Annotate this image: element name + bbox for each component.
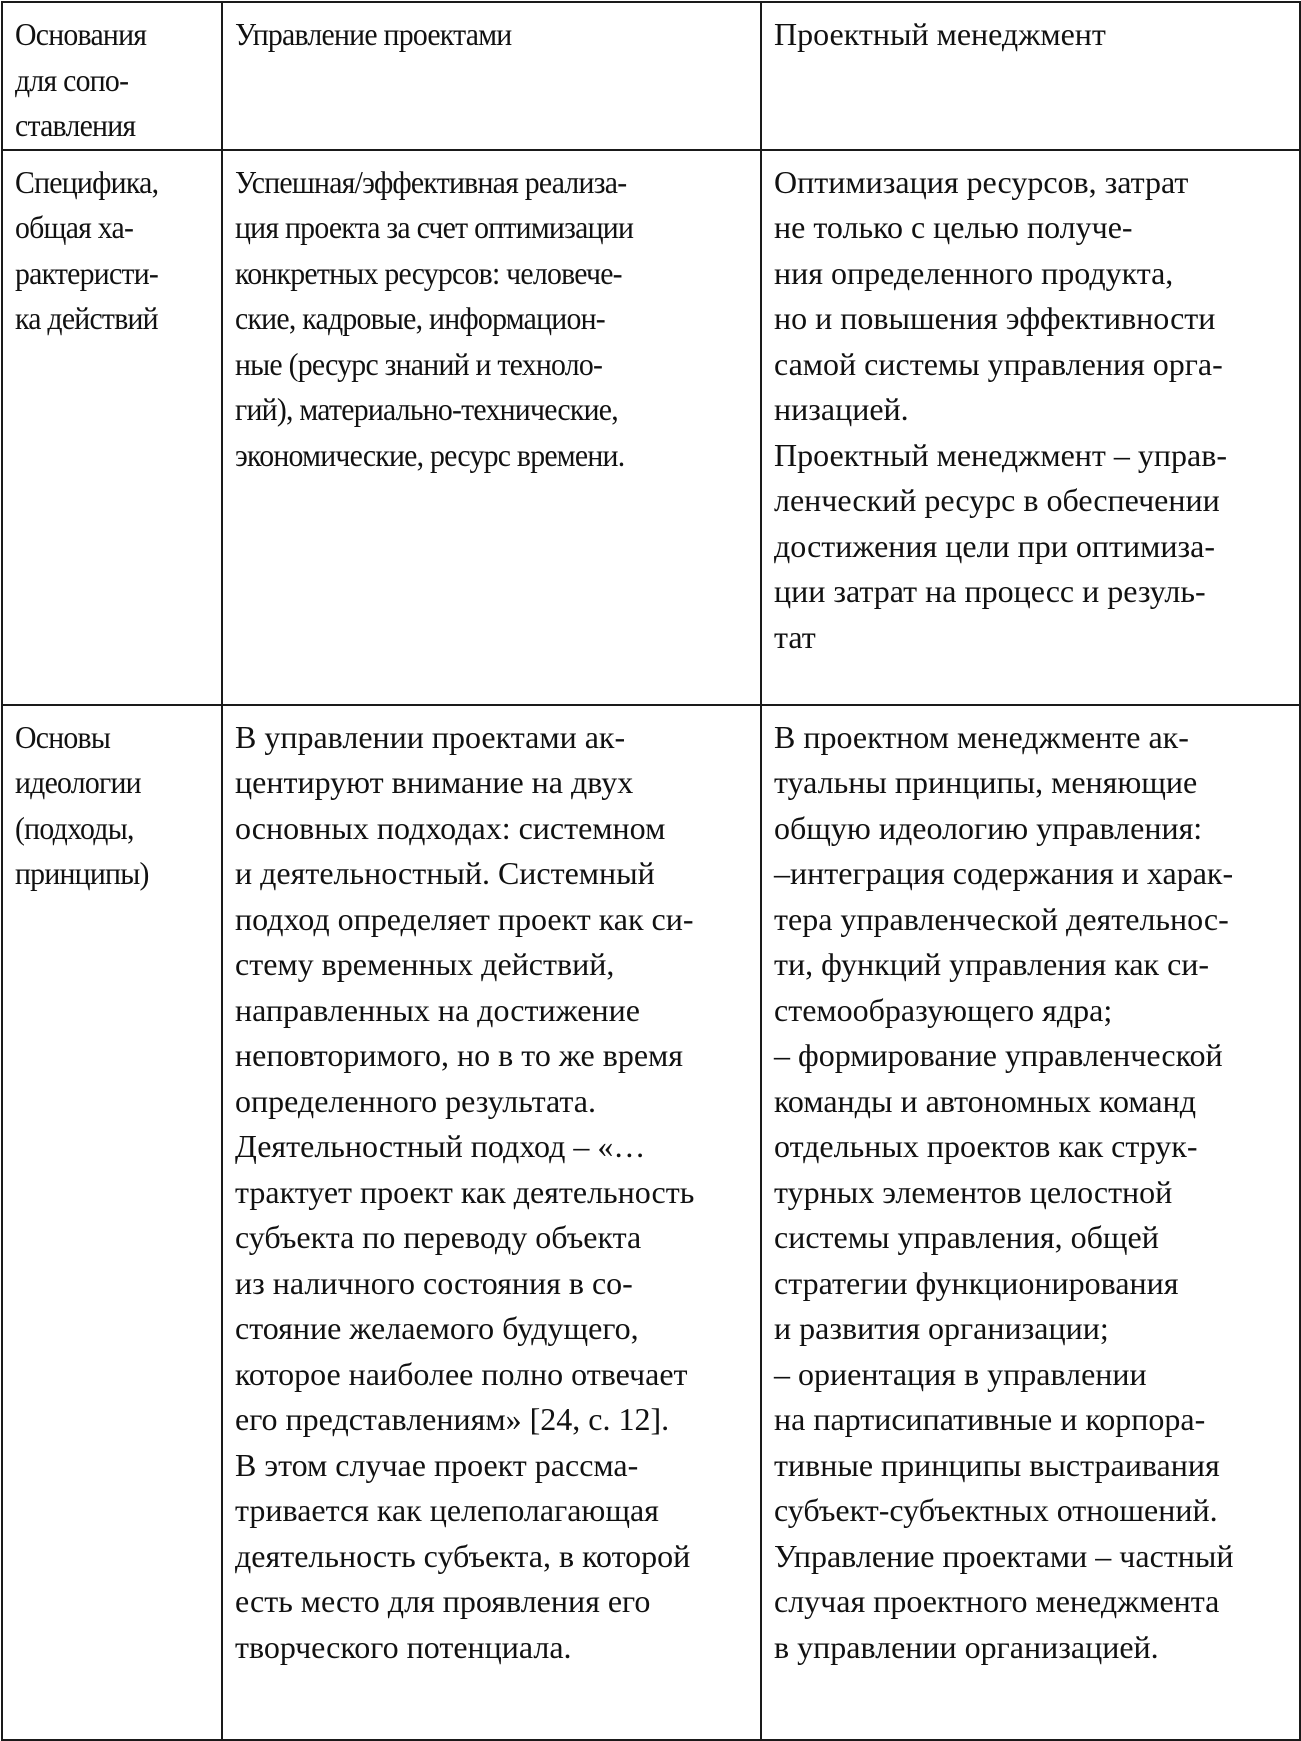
text-line: ские, кадровые, информацион- — [235, 300, 605, 336]
row-1-basis-cell — [2, 150, 222, 705]
text-line: центируют внимание на двух — [235, 764, 634, 800]
text-line: есть место для проявления его — [235, 1583, 651, 1619]
text-line: тера управленческой деятельнос- — [774, 900, 1229, 937]
text-line: ния определенного продукта, — [774, 254, 1174, 291]
text-line: которое наиболее полно отвечает — [235, 1355, 688, 1392]
text-line: трактует проект как деятельность — [235, 1173, 695, 1210]
row-1-project-management-cell — [222, 150, 761, 705]
text-line: – формирование управленческой — [774, 1037, 1223, 1073]
text-line: стояние желаемого будущего, — [235, 1310, 639, 1346]
text-line: случая проектного менеджмента — [774, 1583, 1220, 1619]
text-line: общая ха- — [15, 209, 134, 245]
text-line: ции затрат на процесс и резуль- — [774, 573, 1206, 609]
header-cell-project-management — [222, 2, 761, 150]
text-line: из наличного состояния в со- — [235, 1264, 633, 1301]
text-line: Оптимизация ресурсов, затрат — [774, 163, 1189, 200]
text-line: основных подходах: системном — [235, 809, 666, 846]
text-line: субъекта по переводу объекта — [235, 1219, 642, 1255]
text-line: его представлениям» [24, с. 12]. — [235, 1401, 670, 1437]
header-cell-basis — [2, 2, 222, 150]
text-line: но и повышения эффективности — [774, 300, 1216, 336]
text-line: тивные принципы выстраивания — [774, 1446, 1220, 1483]
text-line: В этом случае проект рассма- — [235, 1446, 639, 1483]
text-line: рактеристи- — [15, 254, 159, 291]
text-line: команды и автономных команд — [774, 1082, 1196, 1119]
text-line: на партисипативные и корпора- — [774, 1401, 1206, 1437]
text-line: В проектном менеджменте ак- — [774, 718, 1189, 755]
text-line: конкретных ресурсов: человече- — [235, 254, 622, 291]
text-line: принципы) — [15, 855, 149, 891]
text-line: неповторимого, но в то же время — [235, 1037, 683, 1073]
text-line: Специфика, — [15, 163, 159, 200]
text-line: В управлении проектами ак- — [235, 718, 626, 755]
text-line: деятельность субъекта, в которой — [235, 1537, 691, 1574]
comparison-table — [1, 1, 1301, 1741]
text-line: –интеграция содержания и харак- — [774, 855, 1234, 891]
row-2-project-management-cell — [222, 705, 761, 1740]
text-line: (подходы, — [15, 809, 134, 846]
text-line: творческого потенциала. — [235, 1628, 572, 1665]
text-line: ставления — [15, 107, 136, 143]
text-line: отдельных проектов как струк- — [774, 1128, 1198, 1164]
text-line: и развития организации; — [774, 1310, 1109, 1346]
text-line: самой системы управления орга- — [774, 345, 1223, 382]
text-line: тривается как целеполагающая — [235, 1492, 659, 1528]
text-line: субъект-субъектных отношений. — [774, 1492, 1218, 1528]
row-2-basis-cell — [2, 705, 222, 1740]
text-line: гий), материально-технические, — [235, 391, 618, 427]
text-line: Управление проектами — [235, 16, 512, 52]
text-line: ка действий — [15, 300, 158, 336]
text-line: Деятельностный подход – «… — [235, 1128, 646, 1164]
text-line: общую идеологию управления: — [774, 809, 1203, 846]
text-line: Успешная/эффективная реализа- — [235, 163, 627, 200]
text-line: стемообразующего ядра; — [774, 991, 1113, 1028]
text-line: Управление проектами – частный — [774, 1537, 1234, 1574]
text-line: направленных на достижение — [235, 991, 640, 1028]
text-line: для сопо- — [15, 61, 129, 98]
text-line: идеологии — [15, 764, 141, 800]
text-line: туальны принципы, меняющие — [774, 764, 1198, 800]
row-1-project-manager-ship-cell — [761, 150, 1300, 705]
text-line: стему временных действий, — [235, 946, 615, 982]
header-cell-project-manager-ship — [761, 2, 1300, 150]
text-line: Основания — [15, 16, 147, 52]
text-line: турных элементов целостной — [774, 1173, 1173, 1210]
text-line: ция проекта за счет оптимизации — [235, 209, 634, 245]
table-row — [2, 150, 1300, 705]
table-row — [2, 705, 1300, 1740]
text-line: – ориентация в управлении — [774, 1355, 1147, 1392]
text-line: подход определяет проект как си- — [235, 900, 694, 937]
text-line: тат — [774, 618, 816, 655]
text-line: экономические, ресурс времени. — [235, 436, 625, 473]
text-line: Основы — [15, 718, 111, 755]
row-2-project-manager-ship-cell — [761, 705, 1300, 1740]
text-line: и деятельностный. Системный — [235, 855, 655, 891]
text-line: Проектный менеджмент – управ- — [774, 436, 1227, 473]
text-line: ные (ресурс знаний и техноло- — [235, 345, 603, 382]
text-line: достижения цели при оптимиза- — [774, 527, 1216, 564]
text-line: не только с целью получе- — [774, 209, 1133, 245]
text-line: ленческий ресурс в обеспечении — [774, 482, 1220, 518]
text-line: низацией. — [774, 391, 909, 427]
text-line: в управлении организацией. — [774, 1628, 1159, 1665]
table-header-row — [2, 2, 1300, 150]
text-line: стратегии функционирования — [774, 1264, 1179, 1301]
text-line: системы управления, общей — [774, 1219, 1159, 1255]
text-line: ти, функций управления как си- — [774, 946, 1210, 982]
text-line: Проектный менеджмент — [774, 16, 1106, 52]
text-line: определенного результата. — [235, 1082, 596, 1119]
